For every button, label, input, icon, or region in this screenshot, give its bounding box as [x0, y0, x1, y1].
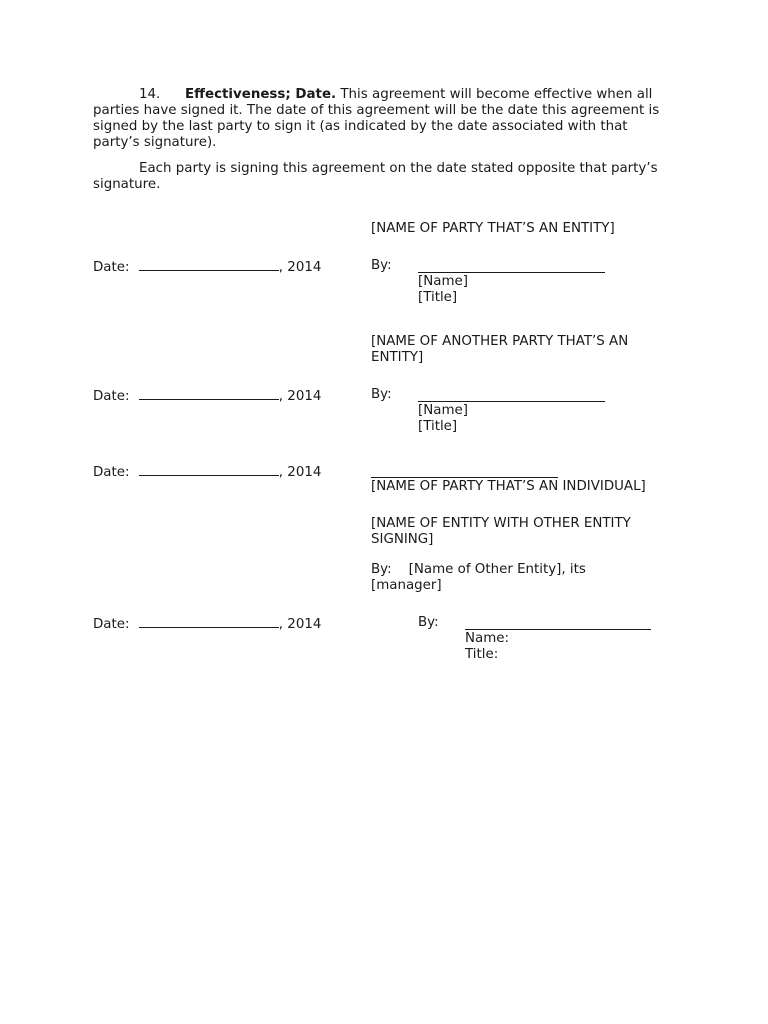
year-suffix: , 2014 — [278, 465, 322, 480]
date-blank[interactable] — [139, 463, 279, 476]
by-label: By: — [418, 615, 439, 630]
party-name-entity-other-signing: [NAME OF ENTITY WITH OTHER ENTITY SIGNING] — [371, 516, 631, 547]
year-suffix: , 2014 — [278, 389, 322, 404]
section-14-paragraph — [93, 87, 673, 151]
title-label: Title: — [465, 647, 499, 662]
date-label: Date: — [93, 389, 130, 404]
year-suffix: , 2014 — [278, 260, 322, 275]
date-blank[interactable] — [139, 387, 279, 400]
by-entity-text: [Name of Other Entity], its [manager] — [371, 562, 586, 593]
date-line-4 — [93, 615, 321, 633]
signature-line[interactable] — [465, 629, 651, 630]
date-label: Date: — [93, 260, 130, 275]
year-suffix: , 2014 — [278, 617, 322, 632]
party-name-entity: [NAME OF PARTY THAT’S AN ENTITY] — [371, 221, 615, 236]
section-number: 14. — [139, 87, 161, 102]
signer-title: [Title] — [418, 290, 458, 305]
date-label: Date: — [93, 617, 130, 632]
by-entity-line — [371, 562, 641, 594]
by-label: By: — [371, 387, 392, 402]
name-label: Name: — [465, 631, 510, 646]
section-heading: Effectiveness; Date. — [185, 87, 337, 102]
by-label: By: — [371, 258, 392, 273]
date-line-2 — [93, 387, 321, 405]
date-label: Date: — [93, 465, 130, 480]
signer-name: [Name] — [418, 403, 468, 418]
signer-name: [Name] — [418, 274, 468, 289]
signer-title: [Title] — [418, 419, 458, 434]
signature-line[interactable] — [371, 477, 558, 478]
party-name-another-entity: [NAME OF ANOTHER PARTY THAT’S AN ENTITY] — [371, 334, 629, 365]
date-blank[interactable] — [139, 615, 279, 628]
date-blank[interactable] — [139, 258, 279, 271]
signature-line[interactable] — [418, 272, 605, 273]
party-name-individual: [NAME OF PARTY THAT’S AN INDIVIDUAL] — [371, 479, 646, 494]
date-line-1 — [93, 258, 321, 276]
signing-intro-paragraph — [93, 161, 673, 193]
date-line-3 — [93, 463, 321, 481]
by-label: By: — [371, 562, 392, 577]
section-body: This agreement will become effective when all parties have signed it. The date of this agreement will be the date this agreement is signed by the last party to sign it (as indicated by the date associated with that party’s signature). — [93, 87, 660, 150]
signature-line[interactable] — [418, 401, 605, 402]
signing-intro-text: Each party is signing this agreement on the date stated opposite that party’s signature. — [93, 161, 658, 192]
